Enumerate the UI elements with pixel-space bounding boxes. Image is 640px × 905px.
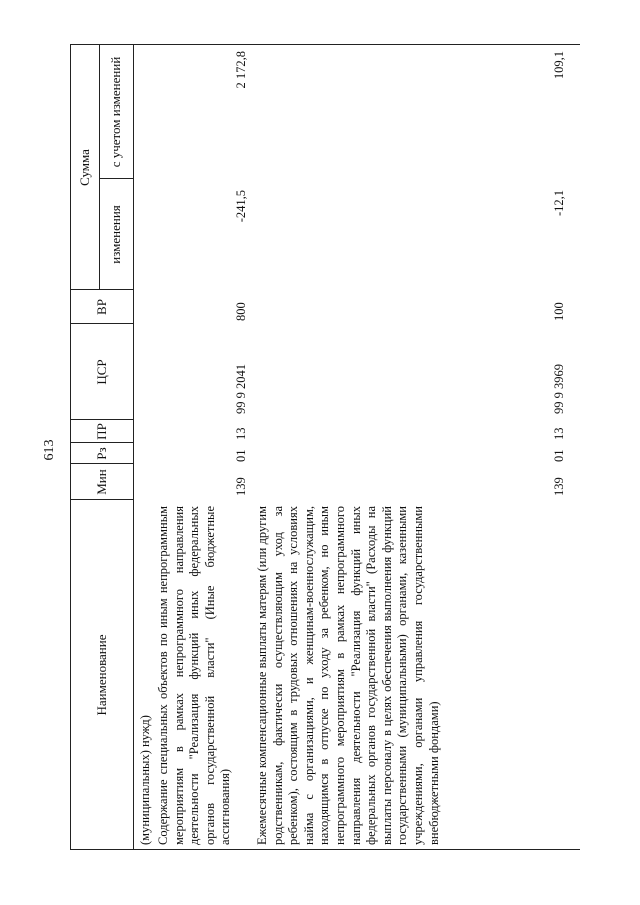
header-csr: ЦСР	[93, 359, 109, 385]
header-change: изменения	[108, 205, 124, 264]
header-rz: Рз	[93, 447, 109, 460]
row-1-min: 139	[234, 477, 248, 496]
row-2-change: -12,1	[552, 190, 566, 217]
table-left-border	[70, 849, 580, 850]
row-2-total: 109,1	[552, 51, 566, 80]
header-pr: ПР	[93, 423, 109, 440]
row-2-csr: 99 9 3969	[552, 364, 566, 414]
row-1-csr: 99 9 2041	[234, 364, 248, 414]
page-number: 613	[42, 439, 57, 461]
row-2-vr: 100	[552, 302, 566, 321]
header-bottom-border	[133, 45, 134, 850]
row-1-vr: 800	[234, 302, 248, 321]
header-sum: Сумма	[76, 149, 92, 186]
budget-table	[70, 45, 580, 850]
row-2-pr: 13	[552, 427, 566, 440]
row-2-rz: 01	[552, 449, 566, 462]
row-2-min: 139	[552, 477, 566, 496]
row-1-name: Содержание специальных объектов по иным непрограммным мероприятиям в рамках непрограммного направления деятельности "Реализация функций иных федеральных органов государственной власти" (Иные бюджетные ассигнования)	[156, 506, 233, 845]
header-name: Наименование	[93, 634, 109, 716]
row-0-name: (муниципальных) нужд)	[138, 715, 152, 845]
table-right-border	[70, 44, 580, 45]
header-vr: ВР	[93, 299, 109, 315]
row-2-name: Ежемесячные компенсационные выплаты матерям (или другим родственникам, фактически осуществляющим уход за ребенком), состоящим в трудовых отношениях на условиях найма с организациями, и женщинам-военнослужащим, находящимся в отпуске по уходу за ребенком, но иным непрограммного мероприятиям в рамках непрограммного направления деятельности "Реализация функций иных федеральных органов государственной власти" (Расходы на выплаты персоналу в целях обеспечения выполнения функций государственными (муниципальными) органами, казенными учреждениями, органами управления государственными внебюджетными фондами)	[255, 506, 441, 845]
row-1-total: 2 172,8	[234, 51, 248, 89]
header-min: Мин	[93, 469, 109, 495]
row-1-rz: 01	[234, 449, 248, 462]
row-1-change: -241,5	[234, 190, 248, 223]
row-1-pr: 13	[234, 427, 248, 440]
header-with-changes: с учетом изменений	[108, 56, 123, 168]
